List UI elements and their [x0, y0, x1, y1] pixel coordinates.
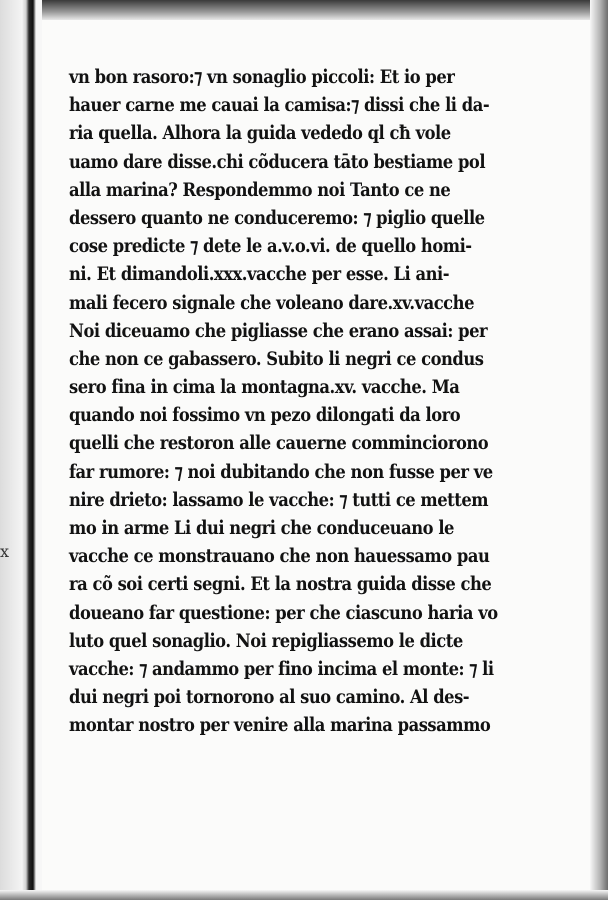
- text-line: far rumore: ⁊ noi dubitando che non fusse per ve: [69, 460, 493, 483]
- text-line: montar nostro per venire alla marina passammo: [69, 714, 491, 737]
- text-line: dui negri poi tornorono al suo camino. Al des-: [69, 686, 470, 709]
- text-block: [69, 63, 561, 740]
- text-line: hauer carne me cauai la camisa:⁊ dissi che li da-: [69, 94, 490, 117]
- text-line: vacche: ⁊ andammo per fino incima el monte: ⁊ li: [69, 657, 494, 680]
- scan-top-edge: [0, 0, 608, 20]
- text-line: luto quel sonaglio. Noi repigliassemo le dicte: [69, 629, 463, 652]
- text-line: mali fecero signale che voleano dare.xv.vacche: [69, 291, 474, 314]
- text-line: ra cõ soi certi segni. Et la nostra guida disse che: [69, 573, 492, 596]
- text-line: ni. Et dimandoli.xxx.vacche per esse. Li ani-: [69, 263, 450, 286]
- margin-mark: x: [0, 542, 10, 561]
- text-line: vacche ce monstrauano che non hauessamo pau: [69, 545, 490, 568]
- text-line: nire drieto: lassamo le vacche: ⁊ tutti ce mettem: [69, 488, 489, 511]
- text-line: alla marina? Respondemmo noi Tanto ce ne: [69, 178, 451, 201]
- text-line: quelli che restoron alle cauerne comminciorono: [69, 432, 489, 455]
- book-gutter-edge: [0, 0, 42, 900]
- text-line: sero fina in cima la montagna.xv. vacche. Ma: [69, 376, 460, 399]
- scan-bottom-edge: [0, 890, 608, 900]
- text-line: uamo dare disse.chi cõducera tāto bestiame pol: [69, 150, 486, 173]
- text-line: mo in arme Li dui negri che conduceuano le: [69, 517, 454, 539]
- text-line: dessero quanto ne conduceremo: ⁊ piglio quelle: [69, 206, 485, 229]
- text-line: vn bon rasoro:⁊ vn sonaglio piccoli: Et io per: [69, 66, 455, 88]
- text-line: quando noi fossimo vn pezo dilongati da loro: [69, 404, 461, 427]
- text-line: doueano far questione: per che ciascuno haria vo: [69, 601, 498, 624]
- text-line: ria quella. Alhora la guida vededo ql cħ vole: [69, 122, 451, 145]
- scan-right-edge: [590, 0, 608, 900]
- text-line: cose predicte ⁊ dete le a.v.o.vi. de quello homi-: [69, 235, 472, 258]
- text-line: Noi diceuamo che pigliasse che erano assai: per: [69, 319, 488, 342]
- text-line: che non ce gabassero. Subito li negri ce condus: [69, 347, 484, 370]
